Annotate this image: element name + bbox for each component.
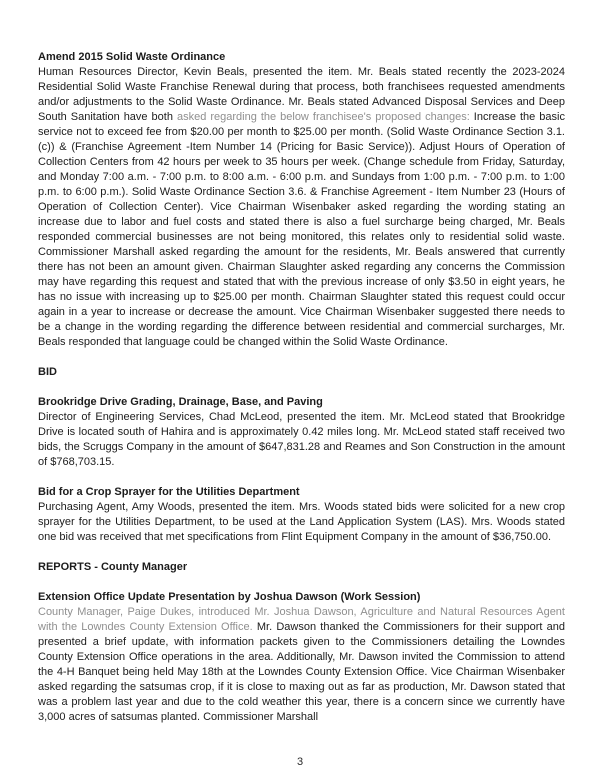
section-heading: REPORTS - County Manager (38, 561, 188, 573)
text-run: Director of Engineering Services, Chad McLeod, presented the item. Mr. McLeod stated that Brookridge Drive is located south of Hahira and is approximately 0.42 miles long. Mr. McLeod stated staff received two bids, the Scruggs Company in the amount of $647,831.28 and Reames and Son Construction in the amount of $768,703.15. (38, 411, 565, 468)
page-number: 3 (296, 756, 304, 768)
paragraph (38, 65, 565, 350)
text-run: Mr. Dawson thanked the Commissioners for their support and presented a brief update, with information packets given to the Commissioners detailing the Lowndes County Extension Office operations in the area. Additionally, Mr. Dawson invited the Commission to attend the 4-H Banquet being held May 18th at the Lowndes County Extension Office. Vice Chairman Wisenbaker asked regarding the satsumas crop, if it is close to maxing out as far as production, Mr. Dawson stated that was a problem last year and due to the cold weather this year, there is a concern since we currently have 3,000 acres of satsumas planted. Commissioner Marshall (38, 621, 565, 723)
muted-text-run: County Manager, Paige Dukes, introduced Mr. Joshua Dawson, Agriculture and Natural Resources Agent with the Lowndes County Extension Office. (38, 606, 565, 633)
section-heading: Brookridge Drive Grading, Drainage, Base, and Paving (38, 396, 323, 408)
text-run: Increase the basic service not to exceed fee from $20.00 per month to $25.00 per month. (Solid Waste Ordinance Section 3.1.(c)) & (Franchise Agreement -Item Number 14 (Pricing for Basic Service)). Adjust Hours of Operation of Collection Centers from 42 hours per week to 35 hours per week. (Change schedule from Friday, Saturday, and Monday 7:00 a.m. - 7:00 p.m. to 8:00 a.m. - 6:00 p.m. and Sundays from 1:00 p.m. - 7:00 p.m. to 1:00 p.m. to 6:00 p.m.). Solid Waste Ordinance Section 3.6. & Franchise Agreement - Item Number 23 (Hours of Operation of Collection Center). Vice Chairman Wisenbaker asked regarding the wording stating an increase due to labor and fuel costs and stated there is also a fuel surcharge being charged, Mr. Beals responded commercial businesses are not being monitored, this relates only to residential solid waste. Commissioner Marshall asked regarding the amount for the residents, Mr. Beals answered that currently there has not been an amount given. Chairman Slaughter asked regarding any concerns the Commission may have regarding this request and stated that with the previous increase of only $3.50 in eight years, he has no issue with increasing up to $25.00 per month. Chairman Slaughter stated this request could occur again in a year to increase or decrease the amount. Vice Chairman Wisenbaker suggested there needs to be a change in the wording regarding the difference between residential and commercial surcharges, Mr. Beals responded that language could be changed within the Solid Waste Ordinance. (38, 111, 565, 348)
document-body (38, 50, 565, 725)
section-heading: BID (38, 366, 57, 378)
section-heading: Extension Office Update Presentation by Joshua Dawson (Work Session) (38, 591, 421, 603)
muted-text-run: asked regarding the below franchisee's proposed changes: (176, 111, 470, 123)
paragraph (38, 605, 565, 725)
section-heading: Amend 2015 Solid Waste Ordinance (38, 51, 226, 63)
section-heading: Bid for a Crop Sprayer for the Utilities Department (38, 486, 300, 498)
text-run: Human Resources Director, Kevin Beals, presented the item. Mr. Beals stated recently the 2023-2024 Residential Solid Waste Franchise Renewal during that process, both franchisees requested amendments and/or adjustments to the Solid Waste Ordinance. Mr. Beals stated Advanced Disposal Services and Deep South Sanitation have both (38, 66, 565, 123)
paragraph (38, 410, 565, 470)
text-run: Purchasing Agent, Amy Woods, presented the item. Mrs. Woods stated bids were solicited for a new crop sprayer for the Utilities Department, to be used at the Land Application System (LAS). Mrs. Woods stated one bid was received that met specifications from Flint Equipment Company in the amount of $36,750.00. (38, 501, 565, 543)
paragraph (38, 500, 565, 545)
